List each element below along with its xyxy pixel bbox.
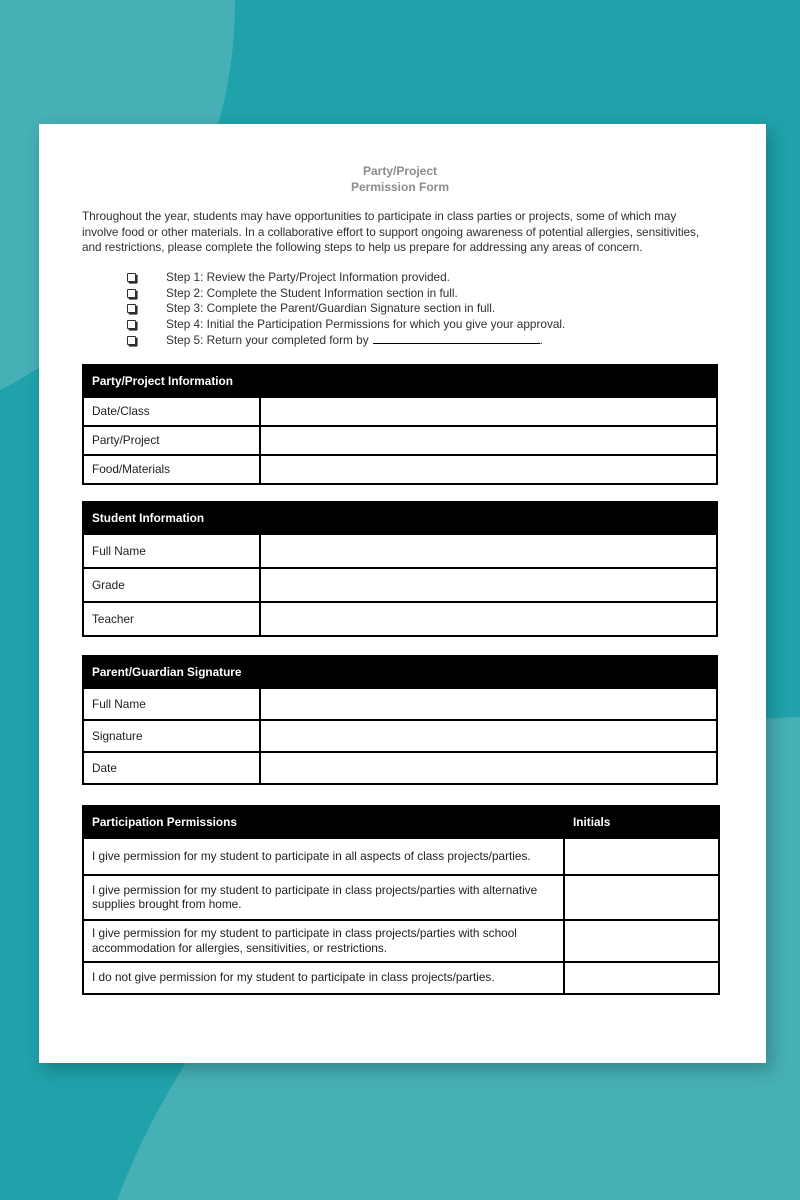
initials-field-3[interactable] (564, 920, 719, 962)
checkbox-icon (127, 289, 136, 298)
table-row (83, 426, 717, 455)
steps-list (82, 270, 718, 349)
initials-field-1[interactable] (564, 838, 719, 875)
intro-line: and restrictions, please complete the following steps to help us prepare for addressing any areas of concern. (82, 240, 643, 255)
step-text: Step 4: Initial the Participation Permissions for which you give your approval. (166, 317, 566, 332)
permission-statement: I give permission for my student to participate in class projects/parties with alternative supplies brought from home. (83, 875, 564, 920)
section-header: Party/Project Information (83, 365, 717, 397)
participation-permissions-table (82, 805, 720, 995)
initials-field-4[interactable] (564, 962, 719, 994)
row-label: Date/Class (83, 397, 260, 426)
checkbox-icon (127, 304, 136, 313)
step-item-1 (82, 270, 718, 286)
checkbox-icon (127, 273, 136, 282)
grade-field[interactable] (260, 568, 717, 602)
table-row (83, 534, 717, 568)
step-text: Step 2: Complete the Student Information section in full. (166, 285, 458, 300)
permission-statement: I give permission for my student to participate in all aspects of class projects/parties. (83, 838, 564, 875)
table-row (83, 568, 717, 602)
table-row (83, 720, 717, 752)
page-title (82, 164, 718, 195)
table-header-row (83, 656, 717, 688)
date-field[interactable] (260, 752, 717, 784)
table-row (83, 688, 717, 720)
row-label: Party/Project (83, 426, 260, 455)
initials-column-header: Initials (564, 806, 719, 838)
table-header-row (83, 502, 717, 534)
step-text: Step 1: Review the Party/Project Information provided. (166, 269, 450, 284)
step-item-5 (82, 333, 718, 349)
checkbox-icon (127, 320, 136, 329)
table-row (83, 838, 719, 875)
step-5-suffix: . (539, 332, 543, 347)
food-materials-field[interactable] (260, 455, 717, 484)
intro-paragraph (82, 209, 718, 256)
table-row (83, 875, 719, 920)
table-header-row (83, 365, 717, 397)
date-class-field[interactable] (260, 397, 717, 426)
table-row (83, 602, 717, 636)
step-5-text: Step 5: Return your completed form by (166, 332, 369, 347)
student-info-table (82, 501, 718, 637)
return-date-blank-field[interactable] (373, 340, 540, 344)
row-label: Full Name (83, 688, 260, 720)
permission-statement: I give permission for my student to participate in class projects/parties with school accommodation for allergies, sensitivities, or restrictions. (83, 920, 564, 962)
table-row (83, 752, 717, 784)
step-text (166, 333, 543, 349)
row-label: Food/Materials (83, 455, 260, 484)
table-row (83, 397, 717, 426)
table-row (83, 455, 717, 484)
student-full-name-field[interactable] (260, 534, 717, 568)
permission-statement: I do not give permission for my student to participate in class projects/parties. (83, 962, 564, 994)
row-label: Signature (83, 720, 260, 752)
page-title-line2: Permission Form (350, 179, 450, 194)
teacher-field[interactable] (260, 602, 717, 636)
row-label: Teacher (83, 602, 260, 636)
step-item-4 (82, 317, 718, 333)
parent-guardian-signature-table (82, 655, 718, 785)
intro-line: Throughout the year, students may have opportunities to participate in class parties or projects, some of which may (82, 209, 677, 223)
row-label: Grade (83, 568, 260, 602)
table-header-row (83, 806, 719, 838)
signature-field[interactable] (260, 720, 717, 752)
intro-line: involve food or other materials. In a collaborative effort to support ongoing awareness of potential allergies, sensitivities, (82, 224, 700, 239)
section-header: Parent/Guardian Signature (83, 656, 717, 688)
initials-field-2[interactable] (564, 875, 719, 920)
step-item-3 (82, 301, 718, 317)
section-header: Participation Permissions (83, 806, 564, 838)
step-item-2 (82, 286, 718, 302)
form-page (39, 124, 766, 1063)
section-header: Student Information (83, 502, 717, 534)
page-title-line1: Party/Project (362, 164, 438, 178)
table-row (83, 962, 719, 994)
parent-full-name-field[interactable] (260, 688, 717, 720)
row-label: Full Name (83, 534, 260, 568)
row-label: Date (83, 752, 260, 784)
party-project-field[interactable] (260, 426, 717, 455)
step-text: Step 3: Complete the Parent/Guardian Signature section in full. (166, 301, 496, 316)
table-row (83, 920, 719, 962)
party-project-info-table (82, 364, 718, 485)
checkbox-icon (127, 336, 136, 345)
